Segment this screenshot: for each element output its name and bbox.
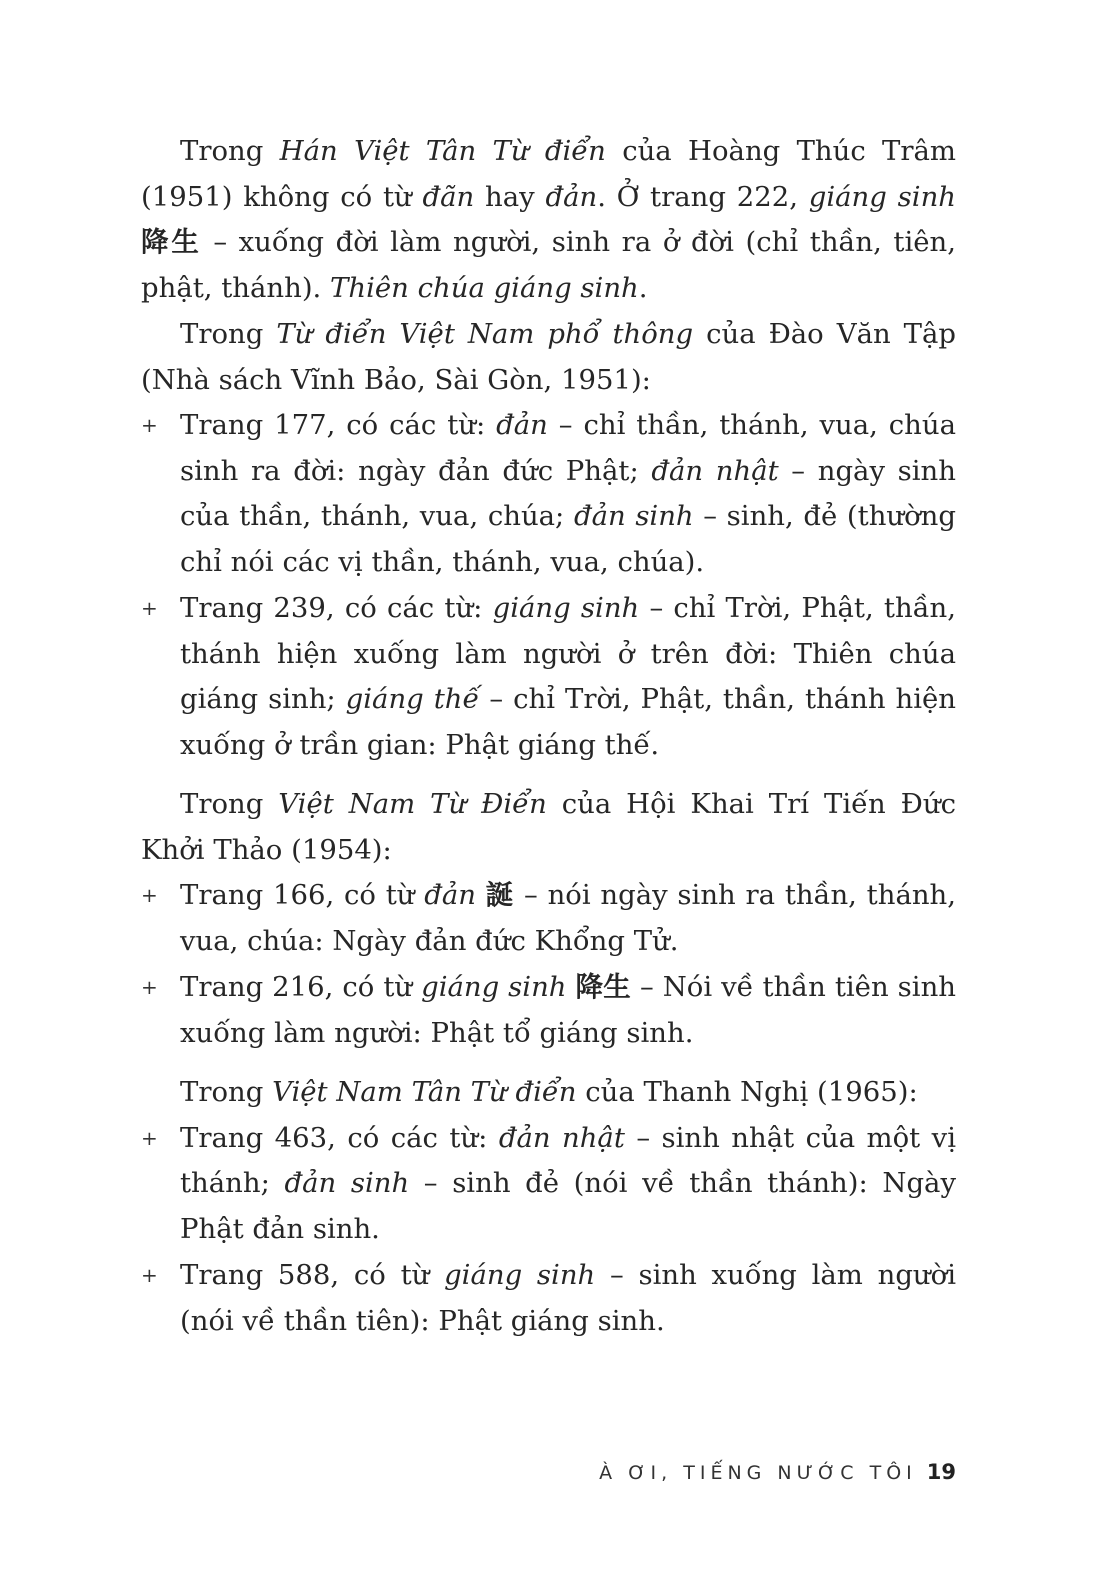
book-title: Việt Nam Tân Từ điển: [272, 1076, 577, 1108]
term: đản sinh: [284, 1167, 410, 1199]
list-item-trang-177: + Trang 177, có các từ: đản – chỉ thần, thánh, vua, chúa sinh ra đời: ngày đản đức Phật; đản nhật – ngày sinh của thần, thánh, vua, chúa; đản sinh – sinh, đẻ (thường chỉ nói các vị thần, thánh, vua, chúa).: [141, 403, 956, 585]
han-characters: 降生: [575, 971, 631, 1003]
bullet-marker: +: [141, 1125, 158, 1150]
page-footer: [599, 1460, 956, 1484]
paragraph-han-viet-tan-tu-dien: Trong Hán Việt Tân Từ điển của Hoàng Thúc Trâm (1951) không có từ đãn hay đản. Ở trang 222, giáng sinh 降生 – xuống đời làm người, sinh ra ở đời (chỉ thần, tiên, phật, thánh). Thiên chúa giáng sinh.: [141, 135, 956, 304]
term: đản: [545, 180, 598, 213]
list-item-trang-463: + Trang 463, có các từ: đản nhật – sinh nhật của một vị thánh; đản sinh – sinh đẻ (nói về thần thánh): Ngày Phật đản sinh.: [141, 1116, 956, 1253]
bullet-marker: +: [141, 975, 158, 999]
list-item-trang-166: + Trang 166, có từ đản 誕 – nói ngày sinh ra thần, thánh, vua, chúa: Ngày đản đức Khổng Tử.: [141, 873, 956, 964]
term: đản: [424, 879, 476, 911]
bullet-marker: +: [141, 883, 158, 907]
term: giáng thế: [345, 683, 480, 715]
book-title: Từ điển Việt Nam phổ thông: [276, 318, 694, 350]
page-body: [141, 129, 956, 1344]
list-item-trang-588: + Trang 588, có từ giáng sinh – sinh xuống làm người (nói về thần tiên): Phật giáng sinh.: [141, 1253, 956, 1344]
list-item-trang-216: + Trang 216, có từ giáng sinh 降生 – Nói về thần tiên sinh xuống làm người: Phật tổ giáng sinh.: [141, 965, 956, 1056]
running-title: À ƠI, TIẾNG NƯỚC TÔI: [599, 1462, 917, 1484]
book-title: Việt Nam Từ Điển: [278, 788, 547, 820]
term: giáng sinh: [421, 971, 567, 1003]
han-characters: 誕: [485, 879, 515, 911]
term: giáng sinh: [808, 180, 956, 213]
term: đản: [496, 409, 548, 441]
page-number: 19: [926, 1460, 956, 1484]
bullet-marker: +: [141, 413, 158, 437]
bullet-marker: +: [141, 596, 158, 620]
paragraph-viet-nam-tu-dien: Trong Việt Nam Từ Điển của Hội Khai Trí Tiến Đức Khởi Thảo (1954):: [141, 788, 956, 866]
term: đản nhật: [651, 454, 779, 487]
paragraph-viet-nam-tan-tu-dien: Trong Việt Nam Tân Từ điển của Thanh Nghị (1965):: [180, 1076, 918, 1108]
book-title: Hán Việt Tân Từ điển: [279, 135, 606, 167]
han-characters: 降生: [141, 226, 202, 258]
example-phrase: Thiên chúa giáng sinh: [330, 271, 639, 304]
term: đãn: [422, 180, 475, 213]
term: đản sinh: [573, 500, 694, 532]
term: giáng sinh: [444, 1259, 596, 1291]
bullet-marker: +: [141, 1263, 158, 1287]
list-item-trang-239: + Trang 239, có các từ: giáng sinh – chỉ Trời, Phật, thần, thánh hiện xuống làm người ở trên đời: Thiên chúa giáng sinh; giáng thế – chỉ Trời, Phật, thần, thánh hiện xuống ở trần gian: Phật giáng thế.: [141, 586, 956, 768]
paragraph-tu-dien-viet-nam-pho-thong: Trong Từ điển Việt Nam phổ thông của Đào Văn Tập (Nhà sách Vĩnh Bảo, Sài Gòn, 1951):: [141, 318, 956, 396]
term: đản nhật: [498, 1121, 625, 1154]
term: giáng sinh: [492, 592, 640, 624]
